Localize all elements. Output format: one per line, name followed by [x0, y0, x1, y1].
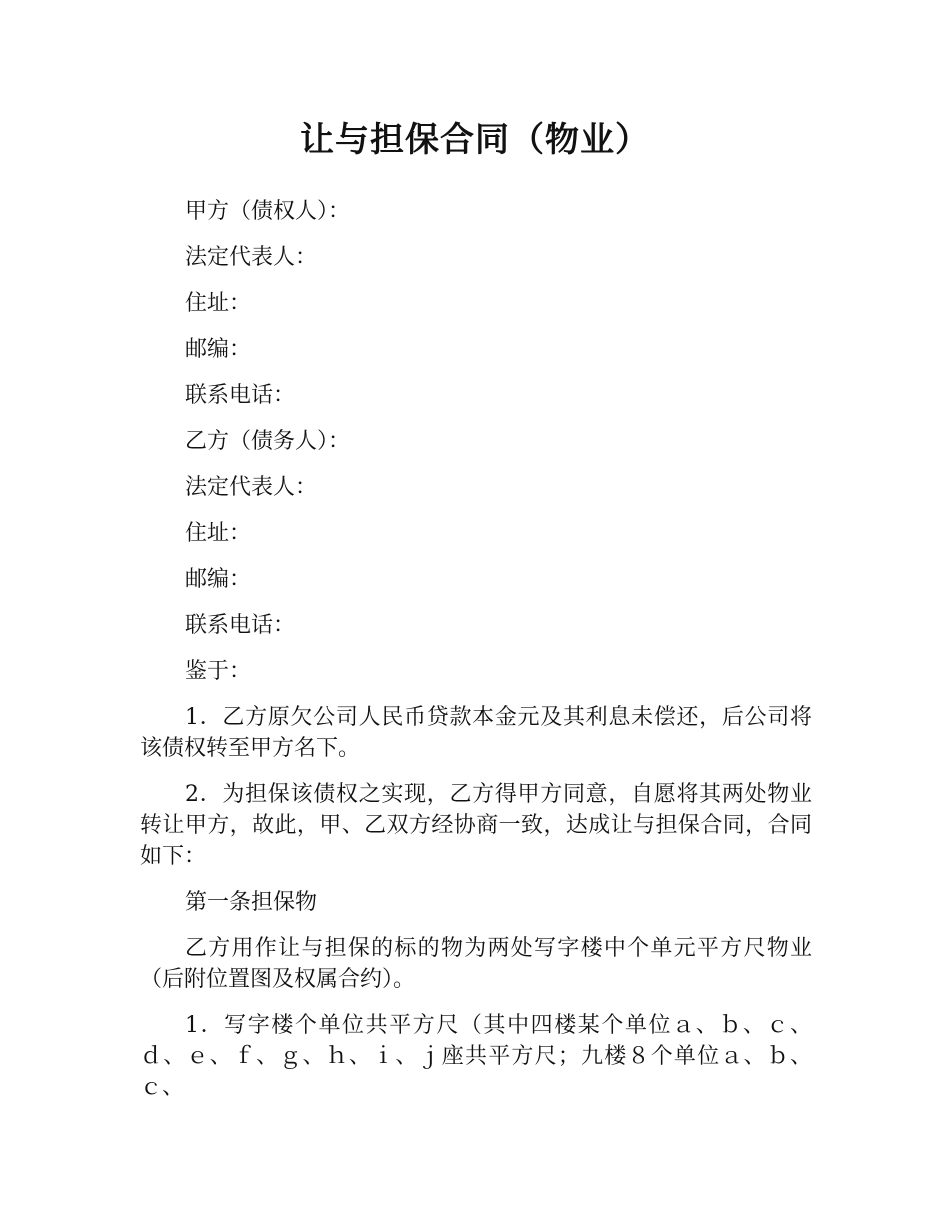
party-a-phone: 联系电话：: [185, 383, 296, 408]
party-b-legal-rep: 法定代表人：: [185, 475, 318, 500]
document-title: 让与担保合同（物业）: [300, 120, 650, 160]
article-1-item-1: 1．写字楼个单位共平方尺（其中四楼某个单位ａ、ｂ、ｃ、ｄ、ｅ、ｆ、ｇ、ｈ、ｉ、ｊ座共平方尺；九楼８个单位ａ、ｂ、ｃ、: [140, 1013, 812, 1100]
whereas-clause-2: 2．为担保该债权之实现，乙方得甲方同意，自愿将其两处物业转让甲方，故此，甲、乙双方经协商一致，达成让与担保合同，合同如下：: [140, 782, 812, 869]
whereas-clause-1: 1．乙方原欠公司人民币贷款本金元及其利息未偿还，后公司将该债权转至甲方名下。: [140, 705, 812, 761]
party-a-legal-rep: 法定代表人：: [185, 245, 318, 270]
party-b-phone: 联系电话：: [185, 613, 296, 638]
party-b-address: 住址：: [185, 521, 252, 546]
article-1-body: 乙方用作让与担保的标的物为两处写字楼中个单元平方尺物业（后附位置图及权属合约）。: [140, 936, 812, 992]
document-body: [140, 196, 812, 1118]
party-a-postcode: 邮编：: [185, 337, 252, 362]
whereas-heading: 鉴于：: [185, 659, 252, 684]
article-1-heading: 第一条担保物: [185, 890, 318, 915]
party-a-label: 甲方（债权人）：: [185, 199, 351, 224]
party-a-address: 住址：: [185, 291, 252, 316]
party-b-postcode: 邮编：: [185, 567, 252, 592]
party-b-label: 乙方（债务人）：: [185, 429, 351, 454]
